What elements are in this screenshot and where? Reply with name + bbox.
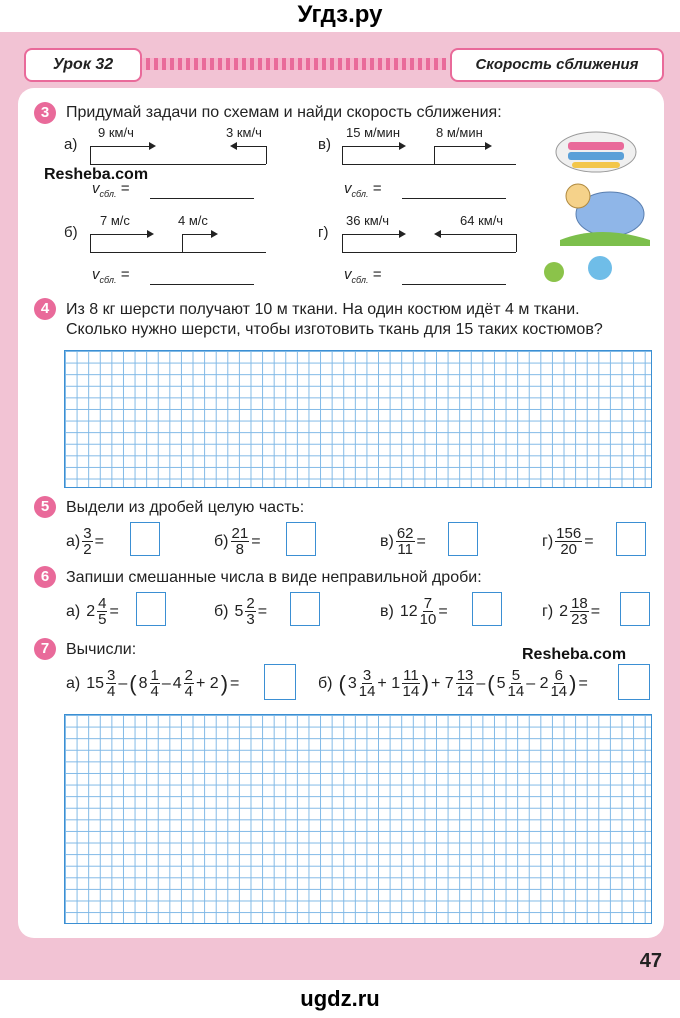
task6-item-a: а) 2 $\frac{4}{5}$ = [66,595,119,628]
v-approach-label: $v_{сбл.}$ = [344,180,382,199]
scheme-end-tick [266,146,267,164]
answer-box[interactable] [286,522,316,556]
answer-grid-task7[interactable] [64,714,652,924]
scheme-start-tick-2 [434,146,435,164]
task3-b-right-speed: 4 м/с [178,213,208,228]
left-arrow-icon [436,234,516,235]
task5-text: Выдели из дробей целую часть: [66,499,305,516]
task3-part-g-label: г) [318,224,329,241]
lesson-label: Урок 32 [24,48,142,82]
answer-box[interactable] [130,522,160,556]
task3-v-right-speed: 8 м/мин [436,125,483,140]
task3-v-left-speed: 15 м/мин [346,125,400,140]
answer-line[interactable] [402,284,506,285]
task3-a-right-speed: 3 км/ч [226,125,262,140]
sheep-illustration [540,124,660,294]
answer-box[interactable] [472,592,502,626]
right-arrow-icon [182,234,216,235]
page-number: 47 [639,950,662,972]
task-number-7: 7 [34,638,56,660]
task5-item-g: г) $\frac{156}{20}$ = [542,525,594,558]
scheme-start-tick [90,146,91,164]
site-title-top: Угдз.ру [297,1,383,28]
header-stripe [138,58,446,70]
scheme-start-tick [342,234,343,252]
answer-grid-task4[interactable] [64,350,652,488]
task6-text: Запиши смешанные числа в виде неправильной дроби: [66,569,482,586]
scheme-distance-line [342,252,516,253]
task5-item-a: а) $\frac{3}{2}$ = [66,525,104,558]
answer-box[interactable] [620,592,650,626]
scheme-start-tick-2 [182,234,183,252]
task3-a-left-speed: 9 км/ч [98,125,134,140]
task3-part-b-label: б) [64,224,78,241]
answer-box[interactable] [264,664,296,700]
topic-label: Скорость сближения [450,48,664,82]
right-arrow-icon [434,146,490,147]
site-title-bottom: ugdz.ru [300,986,380,1011]
scheme-distance-line [342,164,516,165]
answer-box[interactable] [290,592,320,626]
task3-g-left-speed: 36 км/ч [346,213,390,228]
answer-box[interactable] [616,522,646,556]
task3-b-left-speed: 7 м/с [100,213,130,228]
task3-text: Придумай задачи по схемам и найди скорость сближения: [66,104,502,121]
watermark: Resheba.com [522,646,627,663]
scheme-distance-line [90,164,266,165]
right-arrow-icon [342,146,404,147]
v-approach-label: $v_{сбл.}$ = [92,180,130,199]
v-approach-label: $v_{сбл.}$ = [92,266,130,285]
answer-box[interactable] [136,592,166,626]
task5-item-b: б) $\frac{21}{8}$ = [214,525,261,558]
task7-text: Вычисли: [66,641,137,658]
task7-expression-a: а) 15 $\frac{3}{4}$ – ( 8 $\frac{1}{4}$ – 4 $\frac{2}{4}$ + 2 ) = [66,667,240,700]
task6-item-b: б) 5 $\frac{2}{3}$ = [214,595,268,628]
task4-line2: Сколько нужно шерсти, чтобы изготовить ткань для 15 таких костюмов? [66,321,603,338]
right-arrow-icon [90,146,154,147]
scheme-start-tick [90,234,91,252]
right-arrow-icon [90,234,152,235]
task6-item-g: г) 2 $\frac{18}{23}$ = [542,595,601,628]
task-number-4: 4 [34,298,56,320]
task7-expression-b: б) ( 3 $\frac{3}{14}$ + 1 $\frac{11}{14}$ ) + 7 $\frac{13}{14}$ – ( 5 $\frac{5}{14}$ – 2 $\frac{6}{14}$ ) = [318,667,588,700]
v-approach-label: $v_{сбл.}$ = [344,266,382,285]
watermark: Resheba.com [44,166,149,183]
right-arrow-icon [342,234,404,235]
task-number-3: 3 [34,102,56,124]
task3-g-right-speed: 64 км/ч [460,213,504,228]
scheme-distance-line [90,252,266,253]
answer-line[interactable] [402,198,506,199]
answer-line[interactable] [150,284,254,285]
task5-item-v: в) $\frac{62}{11}$ = [380,525,426,558]
task-number-6: 6 [34,566,56,588]
scheme-start-tick [342,146,343,164]
task4-line1: Из 8 кг шерсти получают 10 м ткани. На один костюм идёт 4 м ткани. [66,301,580,318]
task6-item-v: в) 12 $\frac{7}{10}$ = [380,595,448,628]
answer-box[interactable] [448,522,478,556]
task3-part-a-label: а) [64,136,78,153]
task3-part-v-label: в) [318,136,331,153]
answer-line[interactable] [150,198,254,199]
task-number-5: 5 [34,496,56,518]
scheme-end-tick [516,234,517,252]
left-arrow-icon [232,146,266,147]
answer-box[interactable] [618,664,650,700]
